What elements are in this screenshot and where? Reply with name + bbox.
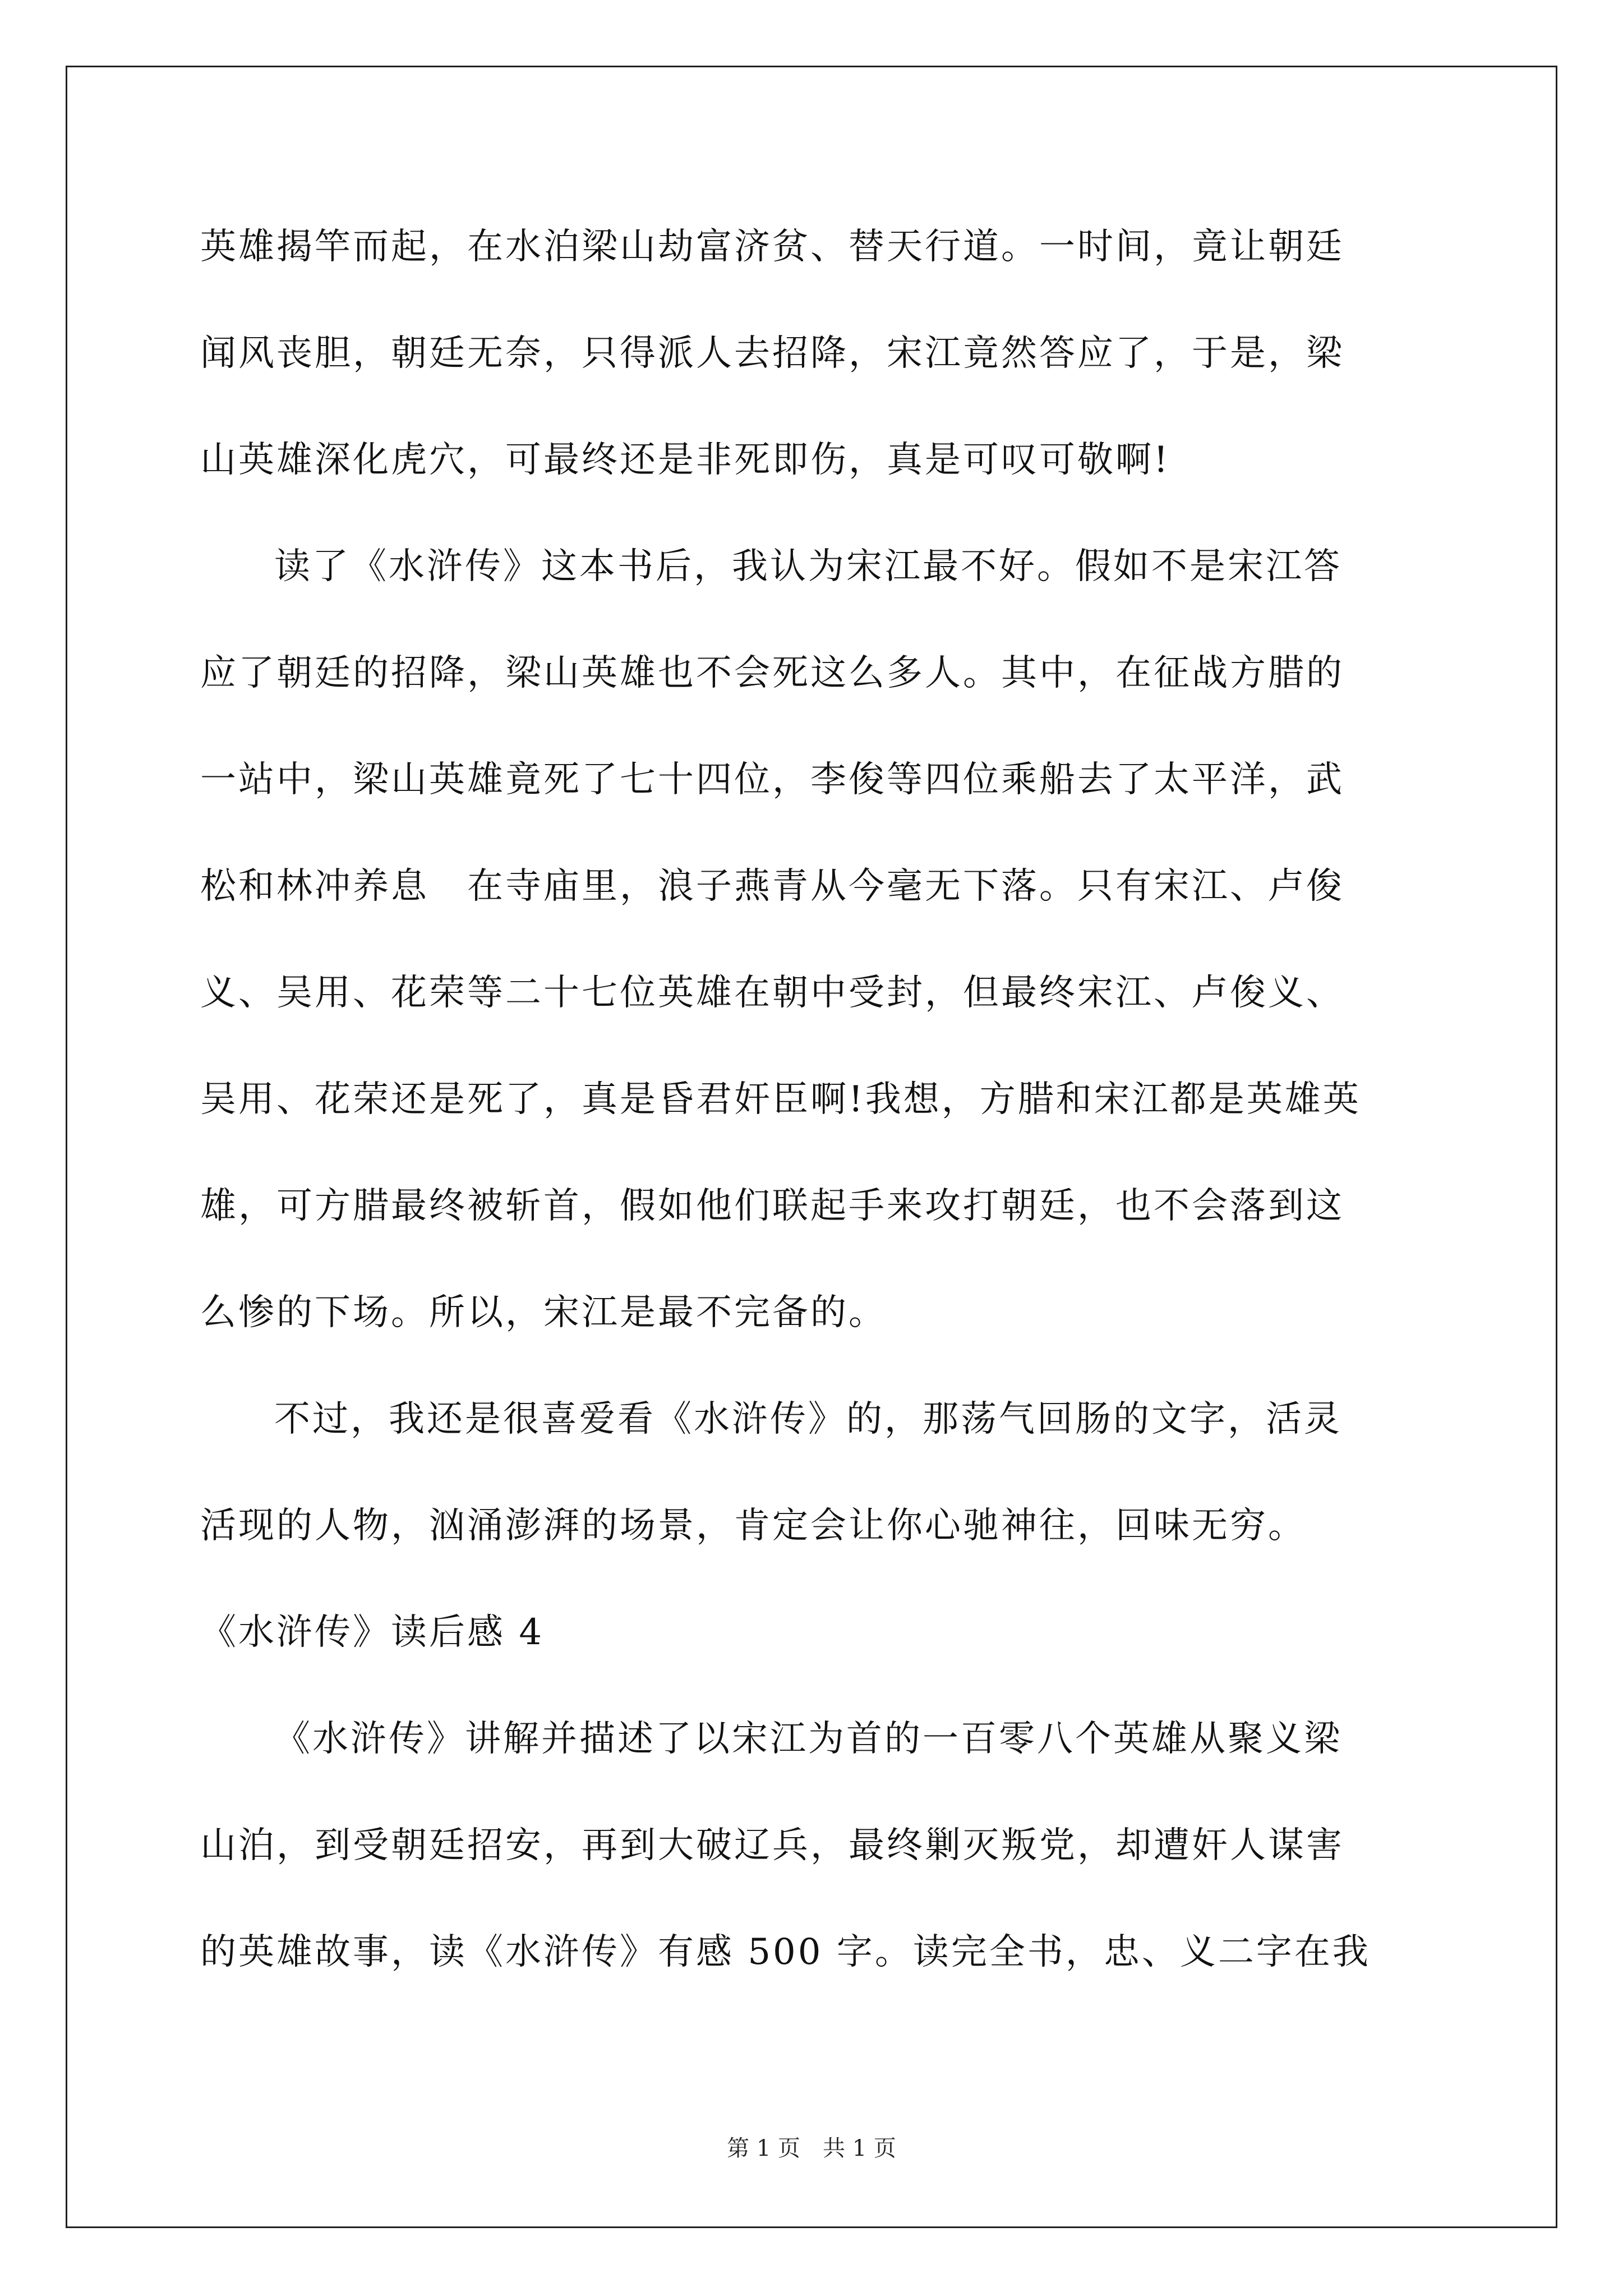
paragraph-first-line: 《水浒传》讲解并描述了以宋江为首的一百零八个英雄从聚义梁 <box>274 1718 1342 1760</box>
text-line: 闻风丧胆，朝廷无奈，只得派人去招降，宋江竟然答应了，于是，梁 <box>200 333 1344 374</box>
text-line: 活现的人物，汹涌澎湃的场景，肯定会让你心驰神往，回味无穷。 <box>200 1505 1306 1547</box>
text-line: 应了朝廷的招降，梁山英雄也不会死这么多人。其中，在征战方腊的 <box>200 652 1344 694</box>
document-body <box>200 194 1434 2005</box>
text-line: 么惨的下场。所以，宋江是最不完备的。 <box>200 1292 887 1333</box>
text-line: 松和林冲养息 在寺庙里，浪子燕青从今毫无下落。只有宋江、卢俊 <box>200 866 1344 907</box>
text-line: 山英雄深化虎穴，可最终还是非死即伤，真是可叹可敬啊! <box>200 439 1170 481</box>
text-line: 雄，可方腊最终被斩首，假如他们联起手来攻打朝廷，也不会落到这 <box>200 1185 1344 1227</box>
text-line: 山泊，到受朝廷招安，再到大破辽兵，最终剿灭叛党，却遭奸人谋害 <box>200 1825 1344 1866</box>
text-line: 的英雄故事，读《水浒传》有感 500 字。读完全书，忠、义二字在我 <box>200 1931 1371 1973</box>
section-heading: 《水浒传》读后感 4 <box>200 1612 545 1653</box>
text-line: 吴用、花荣还是死了，真是昏君奸臣啊!我想，方腊和宋江都是英雄英 <box>200 1079 1361 1120</box>
text-line: 义、吴用、花荣等二十七位英雄在朝中受封，但最终宋江、卢俊义、 <box>200 972 1344 1014</box>
text-line: 英雄揭竿而起，在水泊梁山劫富济贫、替天行道。一时间，竟让朝廷 <box>200 226 1344 268</box>
paragraph-first-line: 不过，我还是很喜爱看《水浒传》的，那荡气回肠的文字，活灵 <box>274 1398 1342 1440</box>
paragraph-first-line: 读了《水浒传》这本书后，我认为宋江最不好。假如不是宋江答 <box>274 546 1342 587</box>
page-footer: 第 1 页 共 1 页 <box>727 2136 896 2161</box>
text-line: 一站中，梁山英雄竟死了七十四位，李俊等四位乘船去了太平洋，武 <box>200 759 1344 800</box>
